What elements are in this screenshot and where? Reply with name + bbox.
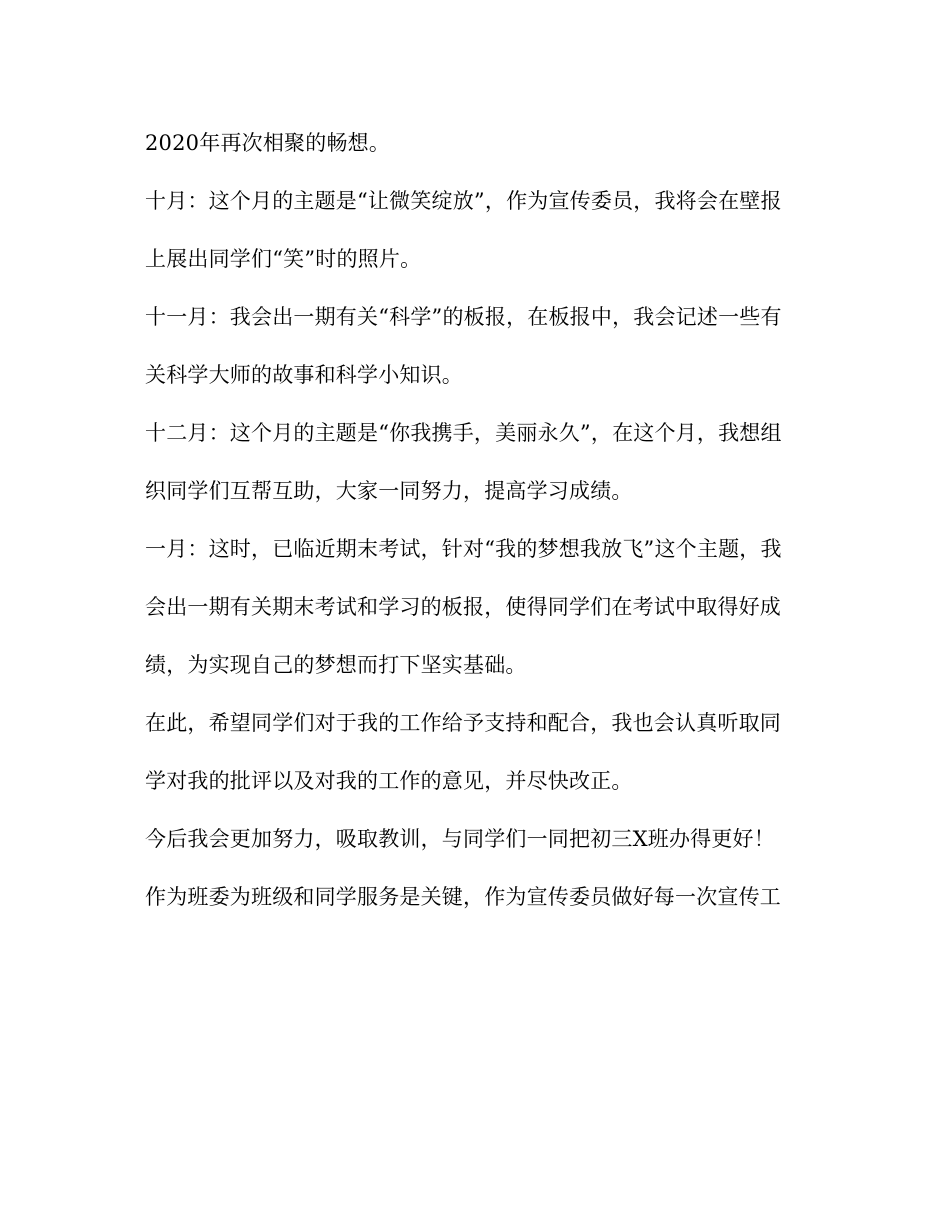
text-line: 学对我的批评以及对我的工作的意见，并尽快改正。: [145, 769, 633, 793]
text-line: 作为班委为班级和同学服务是关键，作为宣传委员做好每一次宣传工: [145, 885, 781, 909]
text-line: 绩，为实现自己的梦想而打下坚实基础。: [145, 653, 527, 677]
text-line: 一月：这时，已临近期末考试，针对“我的梦想我放飞”这个主题，我: [145, 537, 782, 561]
text-line: 关科学大师的故事和科学小知识。: [145, 363, 463, 387]
text-line: 2020年再次相聚的畅想。: [145, 131, 391, 155]
text-line: 织同学们互帮互助，大家一同努力，提高学习成绩。: [145, 479, 633, 503]
text-line: 在此，希望同学们对于我的工作给予支持和配合，我也会认真听取同: [145, 711, 781, 735]
text-line: 上展出同学们“笑”时的照片。: [145, 247, 422, 271]
text-line: 十一月：我会出一期有关“科学”的板报，在板报中，我会记述一些有: [145, 305, 782, 329]
text-line: 今后我会更加努力，吸取教训，与同学们一同把初三X班办得更好！: [145, 827, 775, 851]
text-line: 十二月：这个月的主题是“你我携手，美丽永久”，在这个月，我想组: [145, 421, 782, 445]
text-line: 十月：这个月的主题是“让微笑绽放”，作为宣传委员，我将会在壁报: [145, 189, 782, 213]
document-body: [145, 121, 805, 933]
text-line: 会出一期有关期末考试和学习的板报，使得同学们在考试中取得好成: [145, 595, 781, 619]
